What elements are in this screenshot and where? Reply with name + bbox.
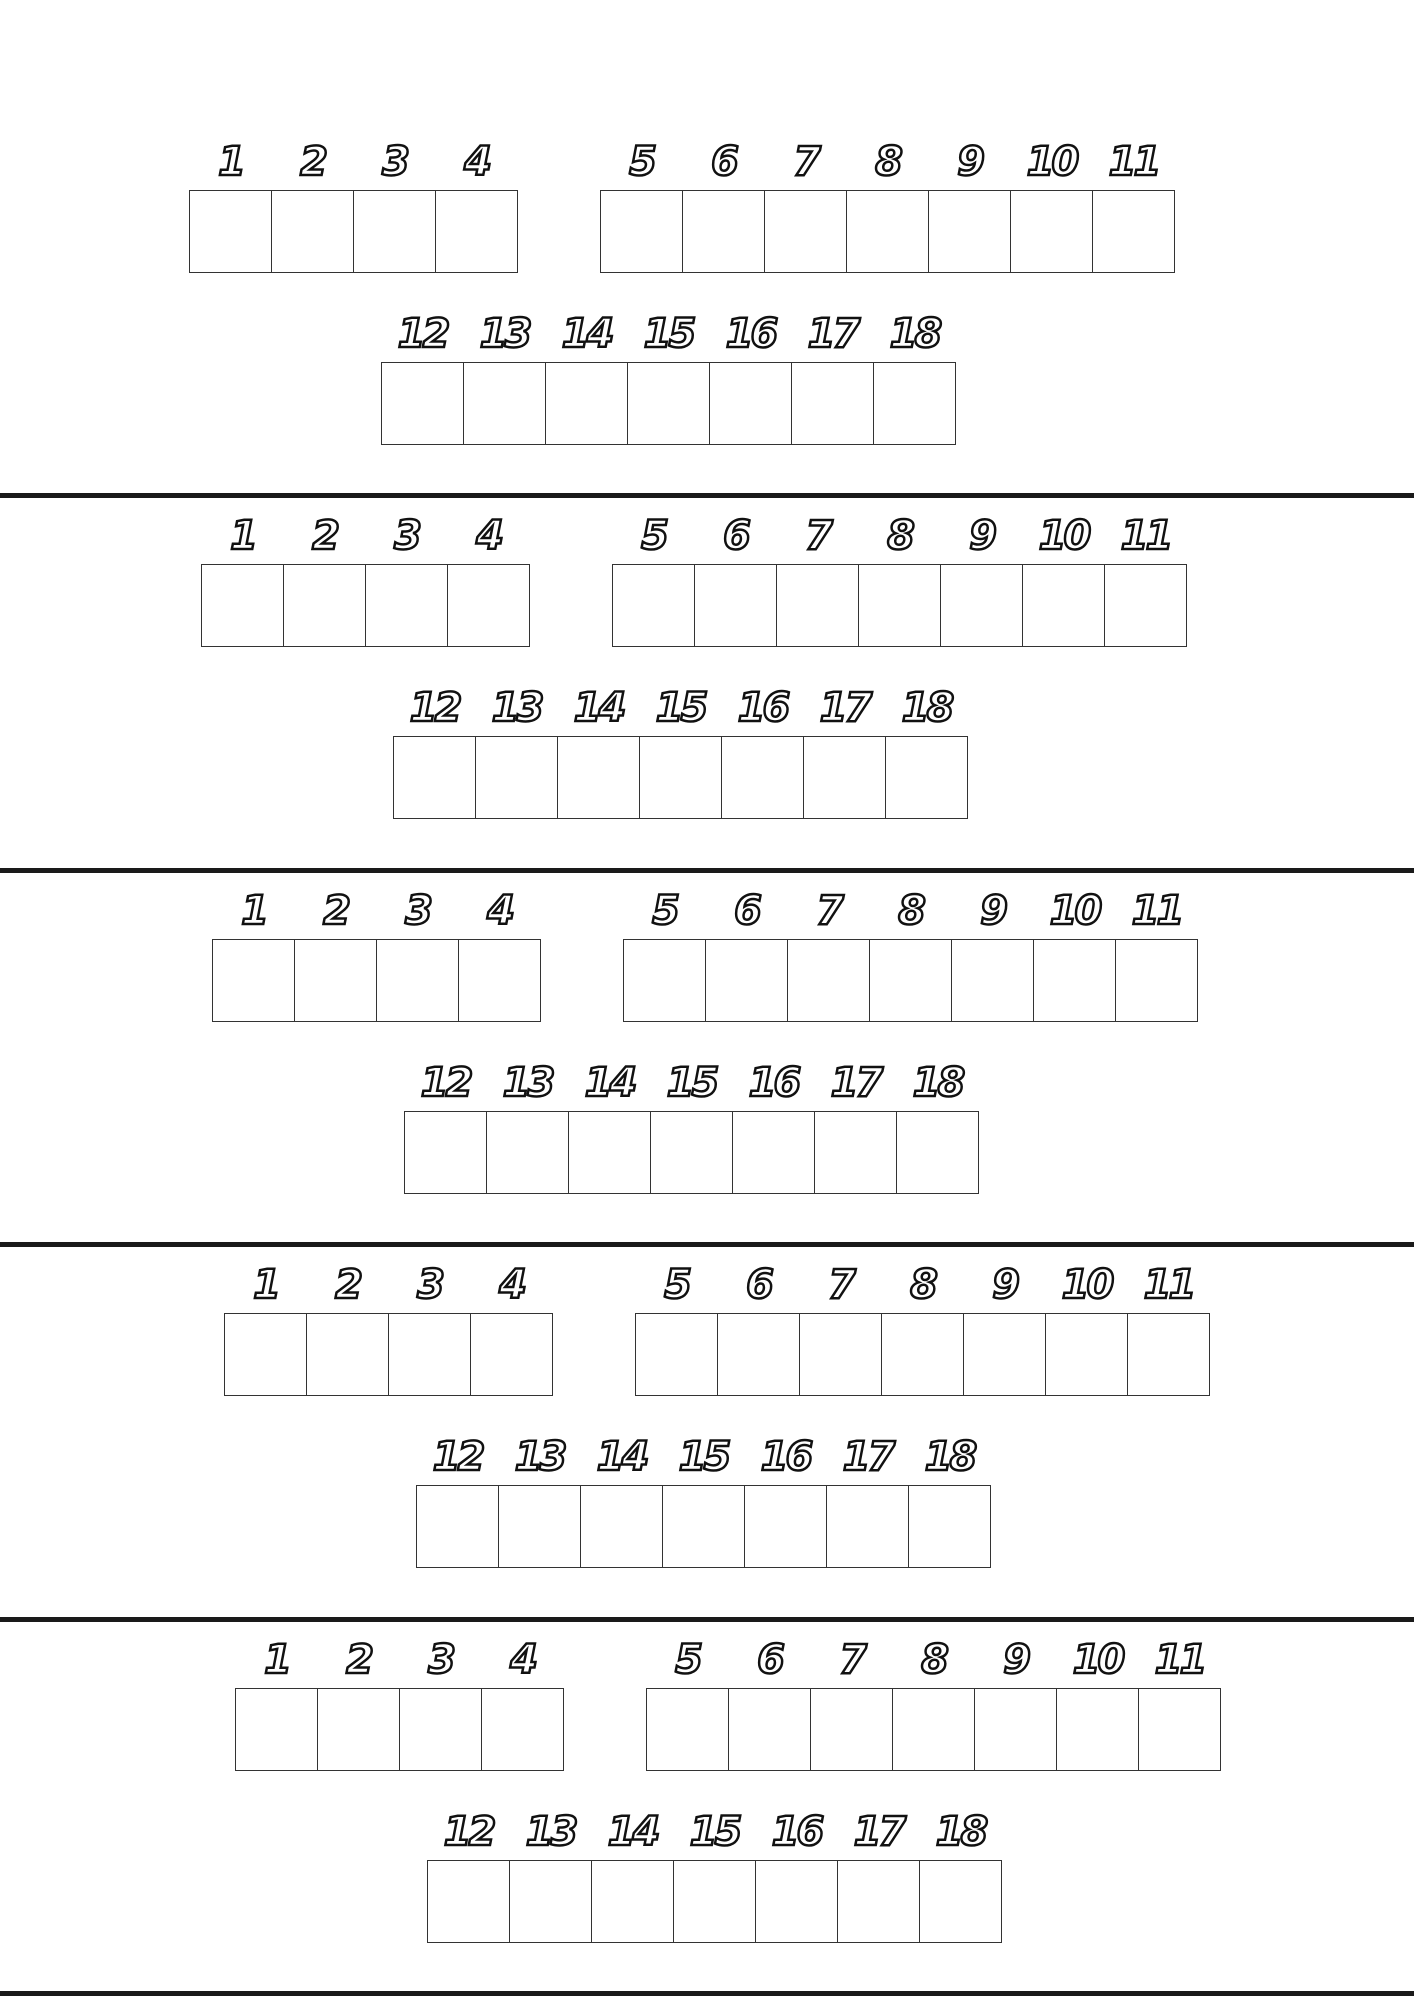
cell-number-label: 2 [335,1262,360,1308]
cell-number-label: 6 [757,1637,782,1683]
cell-number-label: 11 [1120,513,1171,559]
cell-number-label: 13 [502,1060,553,1106]
cell-number-label: 14 [573,685,624,731]
cell-number-label: 16 [748,1060,799,1106]
answer-row-group-a [235,1637,563,1771]
cell-number-label: 1 [253,1262,278,1308]
answer-box[interactable] [974,1688,1057,1771]
cell-number-label: 12 [443,1809,494,1855]
cell-number-label: 18 [901,685,952,731]
answer-box[interactable] [810,1688,893,1771]
cell-number-label: 14 [596,1434,647,1480]
cell-number-label: 18 [924,1434,975,1480]
cell-number-label: 6 [746,1262,771,1308]
cell-number-label: 13 [514,1434,565,1480]
cell-number-label: 17 [842,1434,893,1480]
answer-box[interactable] [673,1860,756,1943]
cell-number-label: 17 [830,1060,881,1106]
cell-number-label: 9 [1003,1637,1028,1683]
cell-number-label: 13 [525,1809,576,1855]
answer-cell [892,1637,975,1771]
section-divider [0,868,1414,873]
cell-number-label: 4 [476,513,501,559]
answer-cell [317,1637,400,1771]
answer-box[interactable] [919,1860,1002,1943]
cell-number-label: 18 [912,1060,963,1106]
answer-cell [810,1637,893,1771]
cell-number-label: 14 [561,311,612,357]
cell-number-label: 7 [816,888,841,934]
answer-cell [755,1809,838,1943]
answer-box[interactable] [399,1688,482,1771]
cell-number-label: 12 [432,1434,483,1480]
cell-number-label: 3 [394,513,419,559]
cell-number-label: 16 [737,685,788,731]
cell-number-label: 13 [479,311,530,357]
answer-box[interactable] [1056,1688,1139,1771]
cell-number-label: 15 [655,685,706,731]
cell-number-label: 11 [1108,139,1159,185]
cell-number-label: 15 [666,1060,717,1106]
cell-number-label: 1 [230,513,255,559]
cell-number-label: 2 [300,139,325,185]
cell-number-label: 8 [921,1637,946,1683]
cell-number-label: 14 [584,1060,635,1106]
cell-number-label: 3 [382,139,407,185]
cell-number-label: 7 [805,513,830,559]
cell-number-label: 8 [910,1262,935,1308]
answer-box[interactable] [646,1688,729,1771]
cell-number-label: 1 [241,888,266,934]
cell-number-label: 6 [711,139,736,185]
cell-number-label: 1 [218,139,243,185]
cell-number-label: 7 [828,1262,853,1308]
cell-number-label: 12 [420,1060,471,1106]
cell-number-label: 11 [1131,888,1182,934]
answer-box[interactable] [235,1688,318,1771]
answer-cell [974,1637,1057,1771]
cell-number-label: 14 [607,1809,658,1855]
answer-cell [509,1809,592,1943]
cell-number-label: 16 [725,311,776,357]
cell-number-label: 10 [1038,513,1089,559]
cell-number-label: 17 [853,1809,904,1855]
cell-number-label: 6 [734,888,759,934]
answer-box[interactable] [837,1860,920,1943]
cell-number-label: 8 [887,513,912,559]
cell-number-label: 4 [487,888,512,934]
answer-box[interactable] [1138,1688,1221,1771]
cell-number-label: 7 [793,139,818,185]
cell-number-label: 3 [428,1637,453,1683]
answer-box[interactable] [728,1688,811,1771]
answer-cell [646,1637,729,1771]
cell-number-label: 1 [264,1637,289,1683]
section-divider [0,1991,1414,1996]
cell-number-label: 6 [723,513,748,559]
cell-number-label: 13 [491,685,542,731]
cell-number-label: 17 [819,685,870,731]
answer-cell [919,1809,1002,1943]
answer-cell [673,1809,756,1943]
cell-number-label: 17 [807,311,858,357]
cell-number-label: 3 [417,1262,442,1308]
cell-number-label: 5 [641,513,666,559]
cell-number-label: 5 [675,1637,700,1683]
cell-number-label: 12 [397,311,448,357]
cell-number-label: 3 [405,888,430,934]
answer-cell [235,1637,318,1771]
answer-cell [1056,1637,1139,1771]
cell-number-label: 4 [510,1637,535,1683]
answer-cell [837,1809,920,1943]
cell-number-label: 8 [898,888,923,934]
cell-number-label: 5 [629,139,654,185]
answer-box[interactable] [892,1688,975,1771]
cell-number-label: 8 [875,139,900,185]
section-divider [0,493,1414,498]
answer-cell [481,1637,564,1771]
cell-number-label: 18 [889,311,940,357]
answer-box[interactable] [755,1860,838,1943]
cell-number-label: 5 [652,888,677,934]
answer-row-group-c [427,1809,1001,1943]
cell-number-label: 15 [678,1434,729,1480]
cell-number-label: 16 [760,1434,811,1480]
cell-number-label: 15 [643,311,694,357]
answer-cell [591,1809,674,1943]
cell-number-label: 12 [409,685,460,731]
cell-number-label: 2 [323,888,348,934]
cell-number-label: 18 [935,1809,986,1855]
cell-number-label: 4 [464,139,489,185]
answer-cell [1138,1637,1221,1771]
answer-box[interactable] [317,1688,400,1771]
cell-number-label: 15 [689,1809,740,1855]
answer-cell [399,1637,482,1771]
cell-number-label: 10 [1026,139,1077,185]
cell-number-label: 9 [957,139,982,185]
section-divider [0,1242,1414,1247]
cell-number-label: 9 [980,888,1005,934]
cell-number-label: 11 [1143,1262,1194,1308]
section-divider [0,1617,1414,1622]
cell-number-label: 10 [1072,1637,1123,1683]
cell-number-label: 7 [839,1637,864,1683]
cell-number-label: 2 [312,513,337,559]
answer-box[interactable] [481,1688,564,1771]
cell-number-label: 9 [992,1262,1017,1308]
cell-number-label: 4 [499,1262,524,1308]
cell-number-label: 16 [771,1809,822,1855]
cell-number-label: 9 [969,513,994,559]
cell-number-label: 5 [664,1262,689,1308]
answer-box[interactable] [427,1860,510,1943]
answer-row-group-b [646,1637,1220,1771]
answer-box[interactable] [509,1860,592,1943]
cell-number-label: 2 [346,1637,371,1683]
cell-number-label: 10 [1061,1262,1112,1308]
answer-cell [427,1809,510,1943]
answer-box[interactable] [591,1860,674,1943]
cell-number-label: 10 [1049,888,1100,934]
cell-number-label: 11 [1154,1637,1205,1683]
answer-cell [728,1637,811,1771]
